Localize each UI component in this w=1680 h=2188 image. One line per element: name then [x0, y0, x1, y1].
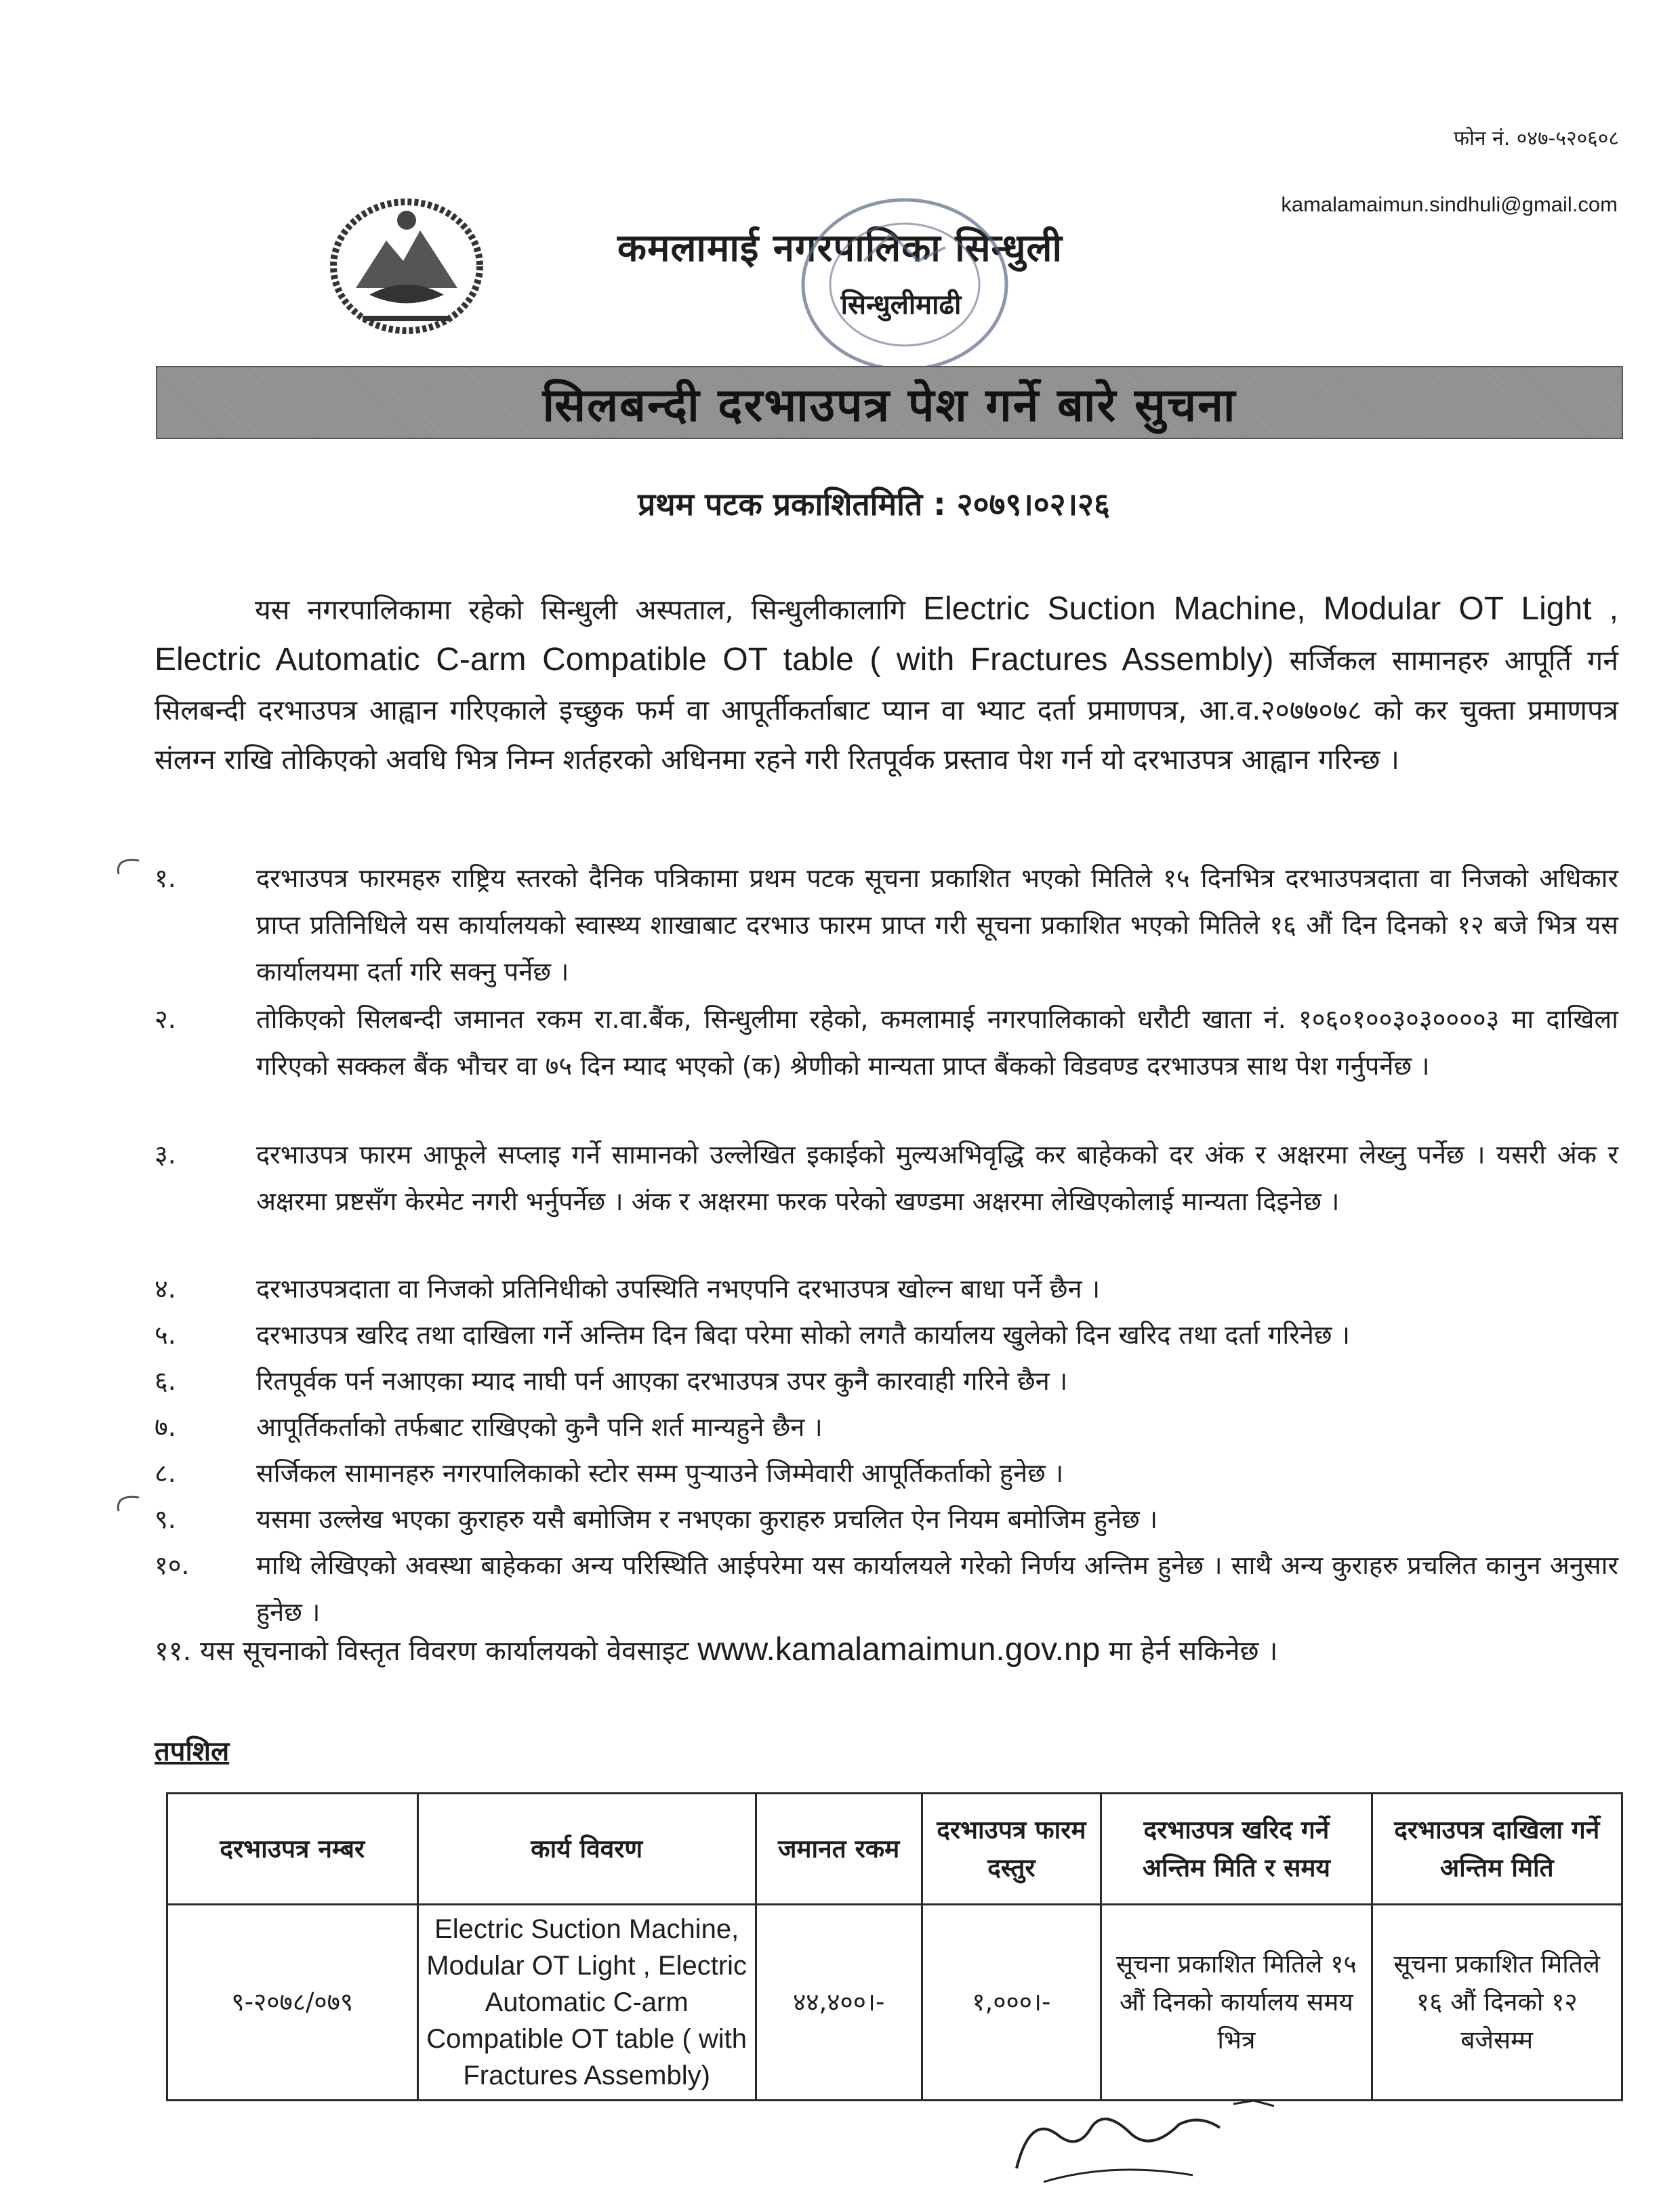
details-heading: तपशिल — [155, 1736, 230, 1767]
condition-item — [155, 1132, 1618, 1225]
header-purchase-deadline: दरभाउपत्र खरिद गर्ने अन्तिम मिति र समय — [1101, 1794, 1372, 1905]
intro-part2: सर्जिकल सामानहरु आपूर्ति गर्न सिलबन्दी दरभाउपत्र आह्वान गरिएकाले इच्छुक फर्म वा आपूर्तीकर्ताबाट प्यान वा भ्याट दर्ता प्रमाणपत्र, आ.व.२०७७०७८ को कर चुक्ता प्रमाणपत्र संलग्न राखि तोकिएको अवधि भित्र निम्न शर्तहरको अधिनमा रहने गरी रितपूर्वक प्रस्ताव पेश गर्न यो दरभाउपत्र आह्वान गरिन्छ । — [155, 644, 1618, 776]
condition-number: ७. — [155, 1412, 176, 1442]
condition-number: ४. — [155, 1274, 176, 1304]
header-deposit: जमानत रकम — [756, 1794, 922, 1905]
cell-form-fee: १,०००।- — [922, 1905, 1101, 2101]
condition-text: दरभाउपत्रदाता वा निजको प्रतिनिधीको उपस्थिति नभएपनि दरभाउपत्र खोल्न बाधा पर्ने छैन । — [256, 1274, 1101, 1304]
condition-item — [155, 855, 1618, 995]
condition-text: दरभाउपत्र फारम आफूले सप्लाइ गर्ने सामानको उल्लेखित इकाईको मुल्यअभिवृद्धि कर बाहेकको दर अंक र अक्षरमा लेख्नु पर्नेछ । यसरी अंक र अक्षरमा प्रष्टसँग केरमेट नगरी भर्नुपर्नेछ । अंक र अक्षरमा फरक परेको खण्डमा अक्षरमा लेखिएकोलाई मान्यता दिइनेछ । — [256, 1140, 1618, 1216]
header-bid-number: दरभाउपत्र नम्बर — [167, 1794, 418, 1905]
org-name: कमलामाई नगरपालिका सिन्धुली — [617, 226, 1063, 270]
condition-11-prefix: ११. यस सूचनाको विस्तृत विवरण कार्यालयको वेवसाइट — [155, 1636, 698, 1667]
condition-number: ५. — [155, 1320, 176, 1350]
condition-text: तोकिएको सिलबन्दी जमानत रकम रा.वा.बैंक, सिन्धुलीमा रहेको, कमलामाई नगरपालिकाको धरौटी खाता नं. १०६०१००३०३००००३ मा दाखिला गरिएको सक्कल बैंक भौचर वा ७५ दिन म्याद भएको (क) श्रेणीको मान्यता प्राप्त बैंकको विडवण्ड दरभाउपत्र साथ पेश गर्नुपर्नेछ । — [256, 1004, 1618, 1081]
signature-icon — [976, 2087, 1315, 2188]
condition-text: माथि लेखिएको अवस्था बाहेकका अन्य परिस्थिति आईपरेमा यस कार्यालयले गरेको निर्णय अन्तिम हुनेछ । साथै अन्य कुराहरु प्रचलित कानुन अनुसार हुनेछ । — [256, 1550, 1618, 1627]
condition-number: १. — [155, 863, 176, 893]
intro-part1: यस नगरपालिकामा रहेको सिन्धुली अस्पताल, सिन्धुलीकालागि — [255, 594, 923, 626]
cell-submission-deadline: सूचना प्रकाशित मितिले १६ औं दिनको १२ बजेसम्म — [1372, 1905, 1622, 2101]
header-form-fee: दरभाउपत्र फारम दस्तुर — [922, 1794, 1101, 1905]
pen-mark-icon — [108, 1491, 142, 1518]
notice-title-banner: सिलबन्दी दरभाउपत्र पेश गर्ने बारे सुचना — [156, 366, 1623, 439]
website-link[interactable]: www.kamalamaimun.gov.np — [697, 1632, 1101, 1668]
official-stamp-icon — [790, 186, 1020, 383]
pen-mark-icon — [108, 854, 142, 881]
table-header-row — [167, 1794, 1622, 1905]
cell-deposit: ४४,४००।- — [756, 1905, 922, 2101]
condition-item — [155, 1542, 1618, 1636]
cell-purchase-deadline: सूचना प्रकाशित मितिले १५ औं दिनको कार्यालय समय भित्र — [1101, 1905, 1372, 2101]
email-address: kamalamaimun.sindhuli@gmail.com — [1281, 192, 1618, 216]
header-work-description: कार्य विवरण — [417, 1794, 756, 1905]
condition-number: २. — [155, 1004, 176, 1034]
condition-11-suffix: मा हेर्न सकिनेछ । — [1100, 1636, 1278, 1667]
condition-number: ६. — [155, 1366, 176, 1396]
cell-bid-number: ९-२०७८/०७९ — [167, 1905, 418, 2101]
condition-number: ९. — [155, 1504, 176, 1534]
condition-text: सर्जिकल सामानहरु नगरपालिकाको स्टोर सम्म पुऱ्याउने जिम्मेवारी आपूर्तिकर्ताको हुनेछ । — [256, 1458, 1064, 1488]
cell-work-description: Electric Suction Machine, Modular OT Light , Electric Automatic C-arm Compatible OT table ( with Fractures Assembly) — [417, 1905, 756, 2101]
condition-item-11 — [155, 1626, 1618, 1675]
condition-item — [155, 996, 1618, 1090]
details-table — [166, 1792, 1623, 2101]
condition-item — [155, 1358, 1618, 1405]
condition-item — [155, 1404, 1618, 1451]
condition-text: दरभाउपत्र फारमहरु राष्ट्रिय स्तरको दैनिक पत्रिकामा प्रथम पटक सूचना प्रकाशित भएको मितिले १५ दिनभित्र दरभाउपत्रदाता वा निजको अधिकार प्राप्त प्रतिनिधिले यस कार्यालयको स्वास्थ्य शाखाबाट दरभाउ फारम प्राप्त गरी सूचना प्रकाशित भएको मितिले १६ औं दिन दिनको १२ बजे भित्र यस कार्यालयमा दर्ता गरि सक्नु पर्नेछ । — [256, 863, 1618, 987]
intro-items: Electric Suction Machine, Modular OT Light , Electric Automatic C-arm Compatible OT table ( with Fractures Assembly) — [155, 591, 1618, 678]
condition-text: दरभाउपत्र खरिद तथा दाखिला गर्ने अन्तिम दिन बिदा परेमा सोको लगतै कार्यालय खुलेको दिन खरिद तथा दर्ता गरिनेछ । — [256, 1320, 1350, 1350]
condition-text: आपूर्तिकर्ताको तर्फबाट राखिएको कुनै पनि शर्त मान्यहुने छैन । — [256, 1412, 823, 1442]
table-row — [167, 1905, 1622, 2101]
condition-number: १०. — [155, 1550, 190, 1580]
condition-item — [155, 1496, 1618, 1543]
condition-text: यसमा उल्लेख भएका कुराहरु यसै बमोजिम र नभएका कुराहरु प्रचलित ऐन नियम बमोजिम हुनेछ । — [256, 1504, 1158, 1534]
condition-item — [155, 1312, 1618, 1359]
condition-item — [155, 1266, 1618, 1313]
condition-number: ८. — [155, 1458, 176, 1488]
condition-number: ३. — [155, 1140, 176, 1170]
org-sub: सिन्धुलीमाढी — [840, 289, 962, 321]
condition-text: रितपूर्वक पर्न नआएका म्याद नाघी पर्न आएका दरभाउपत्र उपर कुनै कारवाही गरिने छैन । — [256, 1366, 1068, 1396]
phone-number: फोन नं. ०४७-५२०६०८ — [1453, 127, 1619, 150]
header-submission-deadline: दरभाउपत्र दाखिला गर्ने अन्तिम मिति — [1372, 1794, 1622, 1905]
intro-paragraph — [155, 584, 1618, 785]
published-date: प्रथम पटक प्रकाशितमिति : २०७९।०२।२६ — [638, 486, 1110, 522]
condition-item — [155, 1450, 1618, 1497]
